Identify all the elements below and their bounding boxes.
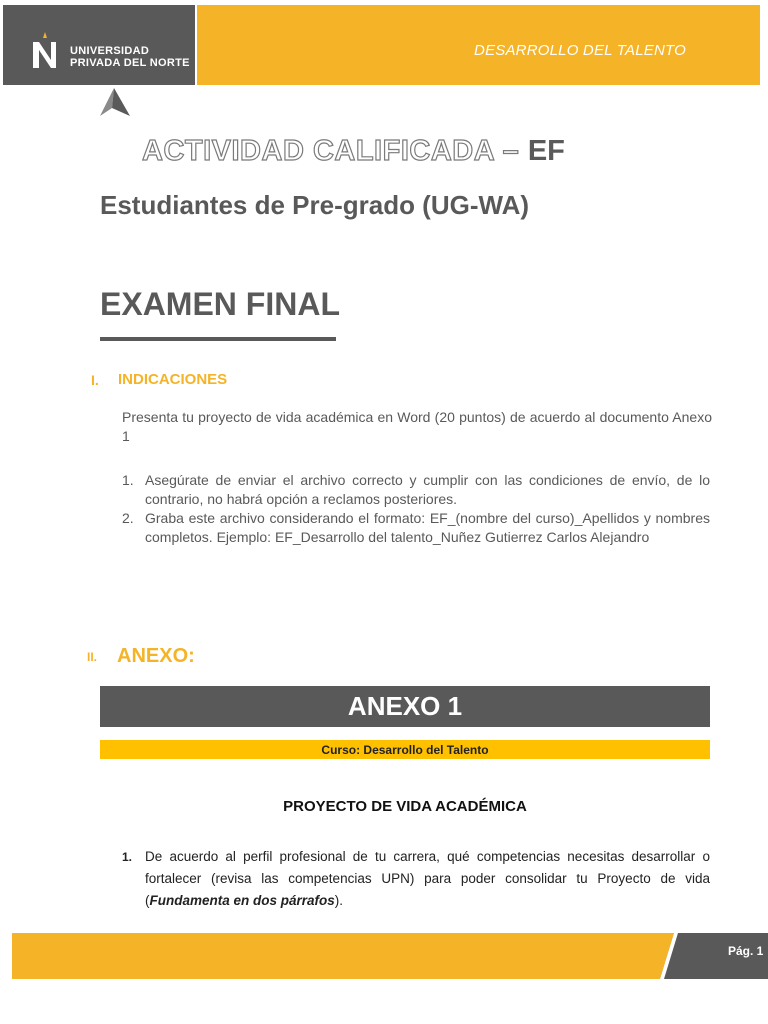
question-item: [122, 846, 710, 912]
course-label: Curso: Desarrollo del Talento: [321, 742, 489, 757]
section-title-anexo: ANEXO:: [117, 645, 195, 667]
section-number: I.: [91, 372, 99, 388]
list-item: [122, 509, 710, 547]
university-name: [70, 45, 190, 69]
section-number: II.: [87, 650, 98, 664]
title-underline: [100, 337, 336, 341]
department-title: DESARROLLO DEL TALENTO: [474, 42, 686, 59]
project-title: PROYECTO DE VIDA ACADÉMICA: [283, 798, 527, 815]
question-text-main: De acuerdo al perfil profesional de tu carrera, qué competencias necesitas desarrollar o fortalecer (revisa las competencias UPN) para poder consolidar tu Proyecto de vida (: [145, 849, 710, 908]
anexo-title: ANEXO 1: [347, 691, 463, 721]
activity-code: EF: [527, 135, 565, 167]
navigation-arrow-icon: [98, 86, 134, 120]
list-item-number: 1.: [122, 472, 134, 488]
activity-title: [142, 135, 565, 168]
anexo-header-bar: [100, 686, 710, 727]
instructions-intro: Presenta tu proyecto de vida académica en Word (20 puntos) de acuerdo al documento Anexo 1: [122, 409, 712, 444]
list-item: [122, 471, 710, 509]
student-subtitle: Estudiantes de Pre-grado (UG-WA): [100, 190, 530, 220]
upn-n-logo-icon: [30, 32, 60, 72]
list-item-text: Asegúrate de enviar el archivo correcto y cumplir con las condiciones de envío, de lo contrario, no habrá opción a reclamos posteriores.: [145, 472, 710, 507]
list-item-text: Graba este archivo considerando el formato: EF_(nombre del curso)_Apellidos y nombres completos. Ejemplo: EF_Desarrollo del talento_Nuñez Gutierrez Carlos Alejandro: [145, 510, 710, 545]
activity-label: ACTIVIDAD CALIFICADA –: [142, 135, 528, 167]
exam-title: EXAMEN FINAL: [100, 286, 340, 322]
question-text-end: ).: [334, 893, 344, 908]
list-item-number: 2.: [122, 510, 134, 526]
question-text: [145, 846, 710, 912]
section-title-indicaciones: INDICACIONES: [118, 371, 228, 388]
question-text-emphasis: Fundamenta en dos párrafos: [149, 893, 335, 908]
page-number: Pág. 1: [728, 944, 764, 958]
university-line2: PRIVADA DEL NORTE: [70, 57, 190, 69]
question-number: 1.: [122, 850, 133, 864]
course-bar: [100, 740, 710, 759]
rules-list: [122, 471, 710, 547]
university-line1: UNIVERSIDAD: [70, 45, 150, 57]
footer-band: [12, 933, 674, 979]
